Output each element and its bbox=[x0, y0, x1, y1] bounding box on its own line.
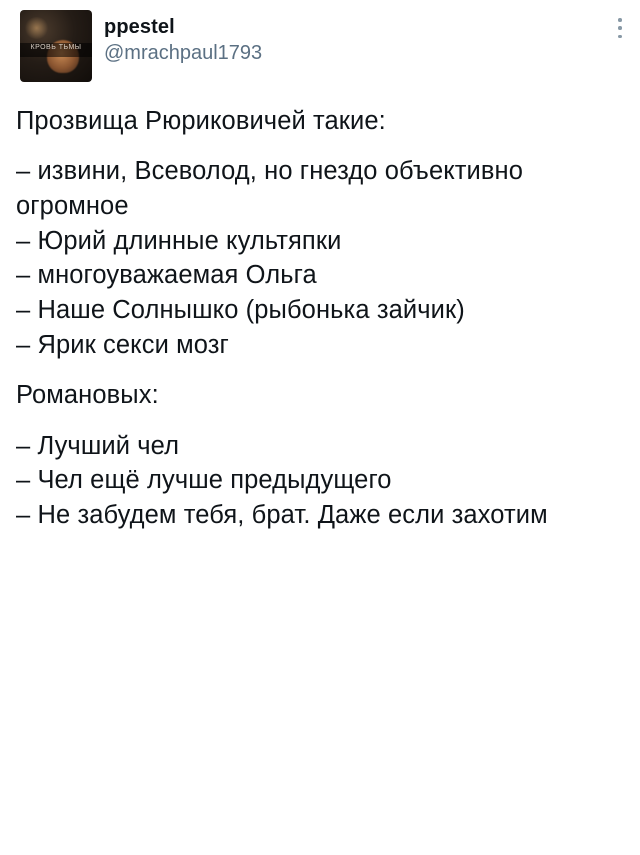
author-handle[interactable]: @mrachpaul1793 bbox=[104, 41, 263, 64]
tweet-text-line: Прозвища Рюриковичей такие: bbox=[16, 107, 386, 135]
tweet-text-line: – многоуважаемая Ольга bbox=[16, 261, 317, 290]
more-options-icon[interactable] bbox=[618, 18, 622, 38]
author-display-name[interactable]: ppestel bbox=[104, 16, 175, 38]
avatar[interactable] bbox=[20, 10, 92, 82]
tweet-header bbox=[14, 10, 626, 82]
tweet-text-line: – Юрий длинные культяпки bbox=[16, 226, 342, 255]
more-dot-1 bbox=[618, 18, 622, 22]
tweet-text-line: – Ярик секси мозг bbox=[16, 330, 229, 359]
author-names bbox=[104, 10, 262, 65]
tweet-text-line: – Чел ещё лучше предыдущего bbox=[16, 466, 392, 495]
tweet-text-blank-line bbox=[16, 139, 626, 155]
more-dot-2 bbox=[618, 26, 622, 30]
tweet-text-blank-line bbox=[16, 413, 626, 429]
more-dot-3 bbox=[618, 35, 622, 39]
avatar-glow bbox=[24, 17, 48, 39]
tweet-text-blank-line bbox=[16, 363, 626, 379]
tweet-text bbox=[14, 104, 626, 533]
tweet-text-line: – Лучший чел bbox=[16, 431, 180, 460]
avatar-caption: КРОВЬ ТЬМЫ bbox=[30, 43, 82, 51]
tweet-text-line: – Не забудем тебя, брат. Даже если захотим bbox=[16, 501, 548, 530]
tweet-text-line: – извини, Всеволод, но гнездо объективно огромное bbox=[16, 157, 531, 221]
tweet-text-line: – Наше Солнышко (рыбонька зайчик) bbox=[16, 296, 465, 325]
tweet-text-line: Романовых: bbox=[16, 381, 159, 410]
